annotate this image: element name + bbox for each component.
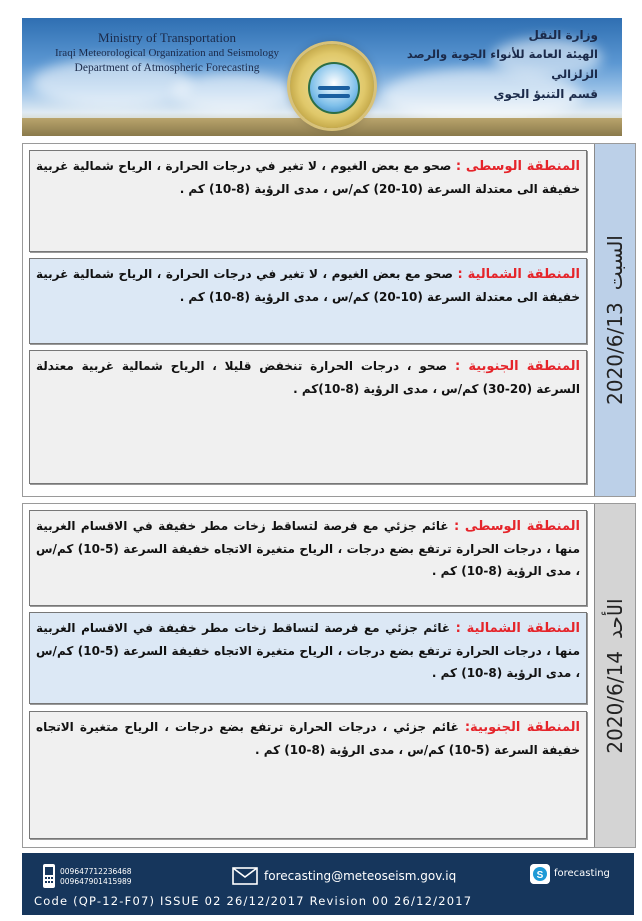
- region-name: المنطقة الشمالية :: [455, 621, 581, 636]
- region-forecast-north: [29, 612, 587, 704]
- region-forecast-text: صحو مع بعض الغيوم ، لا تغير في درجات الحرارة ، الرياح شمالية غربية خفيفة الى معتدلة السرعة (10-20) كم/س ، مدى الرؤية (8-10) كم .: [36, 267, 580, 304]
- mobile-phone-icon: [42, 863, 56, 889]
- phone-numbers: [60, 867, 132, 887]
- footer-bar: [22, 853, 634, 915]
- forecast-date: 2020/6/13: [603, 302, 627, 405]
- region-forecast-text: صحو ، درجات الحرارة تنخفض قليلا ، الرياح شمالية غربية معتدلة السرعة (20-30) كم/س ، مدى الرؤية (8-10)كم .: [36, 359, 580, 396]
- header-banner: [22, 18, 622, 136]
- cloud-decoration: [172, 73, 292, 113]
- skype-account: forecasting: [554, 868, 610, 879]
- skype-icon: [530, 864, 550, 884]
- department-name-ar: قسم التنبؤ الجوي: [493, 87, 598, 101]
- forecast-day-1: [22, 143, 636, 497]
- region-forecast-central: [29, 510, 587, 606]
- logo-emblem: [308, 62, 360, 114]
- region-name: المنطقة الجنوبية:: [464, 720, 580, 735]
- phone-number: 009647712236468: [60, 867, 132, 876]
- region-forecast-north: [29, 258, 587, 344]
- day-date-band: [594, 504, 635, 847]
- region-forecast-text: صحو مع بعض الغيوم ، لا تغير في درجات الحرارة ، الرياح شمالية غربية خفيفة الى معتدلة السرعة (10-20) كم/س ، مدى الرؤية (8-10) كم .: [36, 159, 580, 196]
- day-date-band: [594, 144, 635, 496]
- english-title-block: [52, 30, 282, 76]
- forecast-day-2: [22, 503, 636, 848]
- region-name: المنطقة الجنوبية :: [454, 359, 580, 374]
- region-forecast-south: [29, 711, 587, 839]
- phone-number: 009647901415989: [60, 877, 132, 886]
- ministry-name-ar: وزارة النقل: [528, 28, 598, 42]
- region-forecast-south: [29, 350, 587, 484]
- region-forecast-text: غائم جزئي ، درجات الحرارة ترتفع بضع درجات ، الرياح متغيرة الاتجاه خفيفة السرعة (5-10) كم/س ، مدى الرؤية (8-10) كم .: [36, 720, 580, 757]
- region-forecast-text: غائم جزئي مع فرصة لتساقط زخات مطر خفيفة في الاقسام الغربية منها ، درجات الحرارة ترتفع بضع درجات ، الرياح متغيرة الاتجاه خفيفة السرعة (5-10) كم/س ، مدى الرؤية (8-10) كم .: [36, 519, 581, 578]
- organization-name-ar: الهيئة العامة للأنواء الجوية والرصد الزلزالي: [406, 47, 598, 81]
- arabic-title-block: [368, 26, 598, 104]
- region-forecast-text: غائم جزئي مع فرصة لتساقط زخات مطر خفيفة في الاقسام الغربية منها ، درجات الحرارة ترتفع بضع درجات ، الرياح متغيرة الاتجاه خفيفة السرعة (5-10) كم/س ، مدى الرؤية (8-10) كم .: [36, 621, 581, 680]
- email-icon: [232, 867, 258, 885]
- forecast-date: 2020/6/14: [603, 650, 627, 754]
- region-forecast-central: [29, 150, 587, 252]
- document-code: Code (QP-12-F07) ISSUE 02 26/12/2017 Revision 00 26/12/2017: [34, 894, 473, 908]
- region-name: المنطقة الوسطى :: [455, 159, 580, 174]
- forecast-day-name: الأحد: [603, 597, 627, 639]
- department-name-en: Department of Atmospheric Forecasting: [74, 62, 260, 74]
- forecast-day-name: السبت: [603, 235, 627, 291]
- organization-logo-icon: [290, 44, 374, 128]
- svg-text:S: S: [536, 870, 544, 881]
- ministry-name-en: Ministry of Transportation: [98, 30, 236, 45]
- contact-email-link[interactable]: forecasting@meteoseism.gov.iq: [264, 869, 457, 883]
- organization-name-en: Iraqi Meteorological Organization and Seismology: [54, 47, 280, 59]
- region-name: المنطقة الوسطى :: [453, 519, 580, 534]
- region-name: المنطقة الشمالية :: [457, 267, 581, 282]
